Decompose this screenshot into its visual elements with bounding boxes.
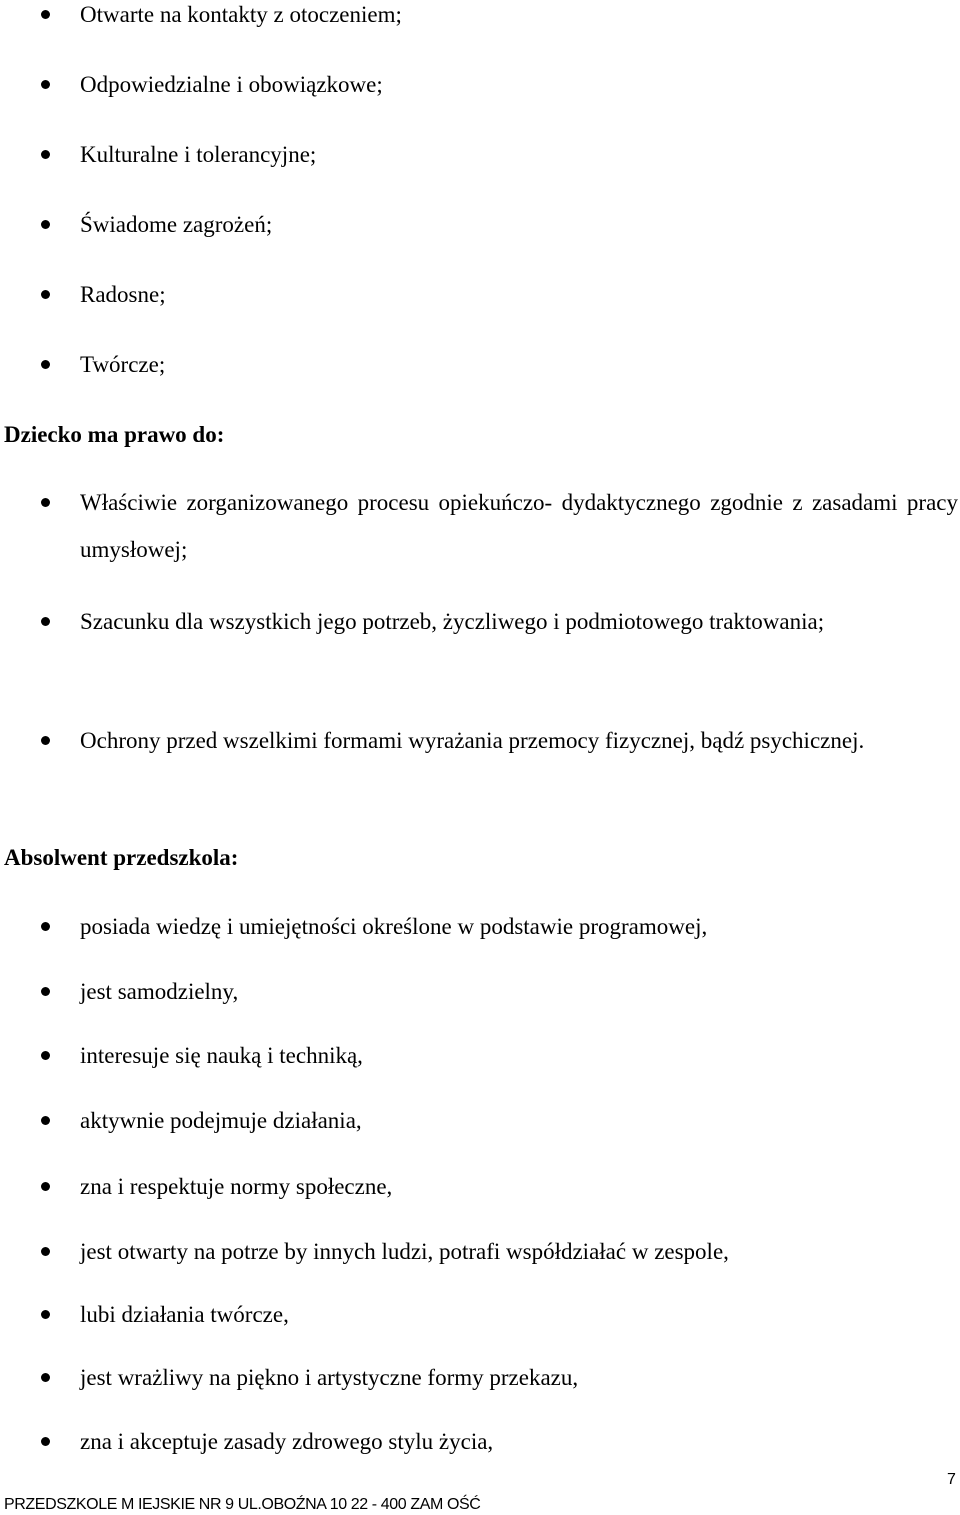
bullet-icon (41, 987, 50, 996)
list-item: Otwarte na kontakty z otoczeniem; (80, 3, 958, 26)
list-item: Właściwie zorganizowanego procesu opiekuńczo- dydaktycznego zgodnie z zasadami pracy umysłowej; (80, 479, 958, 573)
bullet-icon (41, 498, 50, 507)
bullet-icon (41, 150, 50, 159)
bullet-icon (41, 220, 50, 229)
list-item: posiada wiedzę i umiejętności określone w podstawie programowej, (80, 915, 958, 938)
list-item: lubi działania twórcze, (80, 1303, 958, 1326)
list-item: jest wrażliwy na piękno i artystyczne formy przekazu, (80, 1366, 958, 1389)
footer-address: PRZEDSZKOLE M IEJSKIE NR 9 UL.OBOŹNA 10 22 - 400 ZAM OŚĆ (4, 1496, 481, 1513)
list-item: Twórcze; (80, 353, 958, 376)
bullet-icon (41, 1247, 50, 1256)
list-item: Odpowiedzialne i obowiązkowe; (80, 73, 958, 96)
page-number: 7 (947, 1471, 956, 1488)
list-item: Radosne; (80, 283, 958, 306)
list-item: Szacunku dla wszystkich jego potrzeb, życzliwego i podmiotowego traktowania; (80, 598, 958, 645)
bullet-icon (41, 922, 50, 931)
bullet-icon (41, 10, 50, 19)
list-item: interesuje się nauką i techniką, (80, 1044, 958, 1067)
bullet-icon (41, 1310, 50, 1319)
bullet-icon (41, 1051, 50, 1060)
bullet-icon (41, 1373, 50, 1382)
section-heading-graduate: Absolwent przedszkola: (4, 845, 239, 870)
list-item: Kulturalne i tolerancyjne; (80, 143, 958, 166)
bullet-icon (41, 360, 50, 369)
section-heading-rights: Dziecko ma prawo do: (4, 422, 225, 447)
bullet-icon (41, 1182, 50, 1191)
bullet-icon (41, 1116, 50, 1125)
bullet-icon (41, 80, 50, 89)
list-item: zna i akceptuje zasady zdrowego stylu życia, (80, 1430, 958, 1453)
bullet-icon (41, 1437, 50, 1446)
list-item: zna i respektuje normy społeczne, (80, 1175, 958, 1198)
bullet-icon (41, 290, 50, 299)
bullet-icon (41, 736, 50, 745)
bullet-icon (41, 617, 50, 626)
list-item: Świadome zagrożeń; (80, 213, 958, 236)
list-item: Ochrony przed wszelkimi formami wyrażania przemocy fizycznej, bądź psychicznej. (80, 717, 958, 764)
list-item: aktywnie podejmuje działania, (80, 1109, 958, 1132)
list-item: jest samodzielny, (80, 980, 958, 1003)
list-item: jest otwarty na potrze by innych ludzi, potrafi współdziałać w zespole, (80, 1240, 958, 1263)
